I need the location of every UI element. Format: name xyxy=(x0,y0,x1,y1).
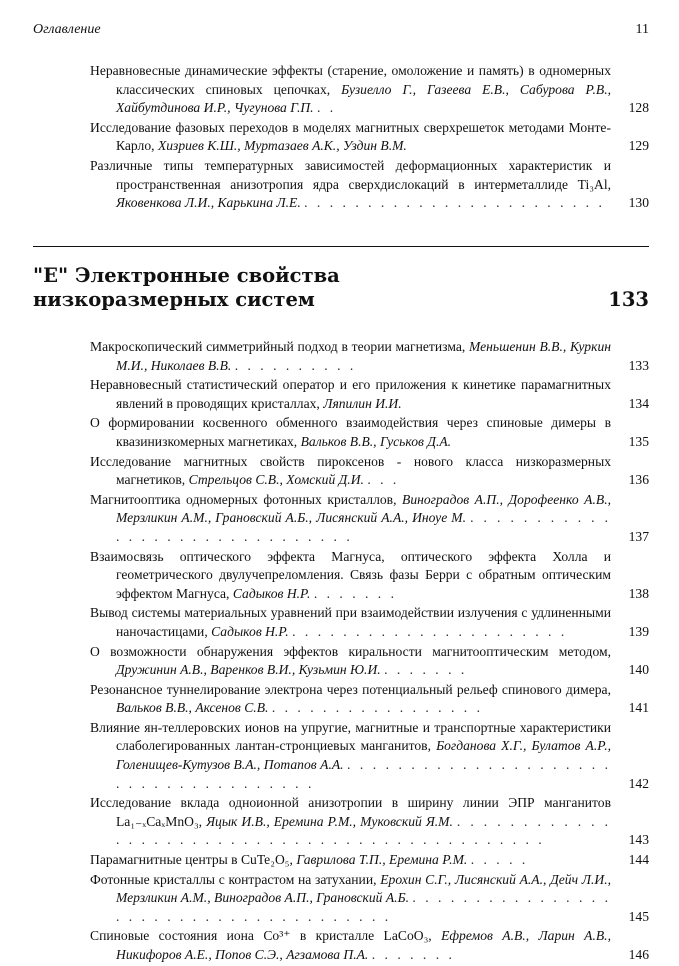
entry-title: Фотонные кристаллы с контрастом на затухании, xyxy=(90,871,377,887)
entry-leader-dots: . . . . . . . xyxy=(313,585,397,601)
entry-authors: Ляпилин И.И. xyxy=(323,395,402,411)
entry-page: 144 xyxy=(628,852,649,868)
entry-page: 129 xyxy=(628,138,649,154)
entry-page: 134 xyxy=(628,395,649,411)
entry-title: Исследование фазовых переходов в моделях магнитных сверхрешеток методами Монте-Карло, xyxy=(90,119,611,154)
page-number: 11 xyxy=(635,22,649,37)
entry-page: 140 xyxy=(628,662,649,678)
toc-entry[interactable] xyxy=(90,414,649,451)
entry-leader-dots: . . . . . . . . . . . . . . . . . . . . . . . . xyxy=(304,195,605,211)
entry-title: Исследование магнитных свойств пироксенов - нового класса низкоразмерных магнетиков, xyxy=(90,453,611,488)
toc-entry[interactable] xyxy=(90,604,649,641)
section-heading-line-2: низкоразмерных систем xyxy=(33,288,315,311)
toc-entry[interactable] xyxy=(90,453,649,490)
entry-title: Спиновые состояния иона Co³⁺ в кристалле LaCoO₃, xyxy=(90,928,432,944)
entry-page: 139 xyxy=(628,623,649,639)
entry-authors: Дружинин А.В., Варенков В.И., Кузьмин Ю.И. xyxy=(116,662,381,678)
section-page-number: 133 xyxy=(608,288,649,311)
entry-authors: Хизриев К.Ш., Муртазаев А.К., Уздин В.М. xyxy=(157,138,407,154)
entry-authors: Гаврилова Т.П., Еремина Р.М. xyxy=(296,852,468,868)
entry-authors: Ерохин С.Г., Лисянский А.А., Дейч Л.И., Мерзликин А.М., Виноградов А.П., Грановский А.Б. xyxy=(116,871,611,906)
entry-title: Различные типы температурных зависимостей деформационных характеристик и пространственная анизотропия ядра сверхдислокаций в интерметаллиде Ti₃Al, xyxy=(90,157,611,192)
toc-entry[interactable] xyxy=(90,643,649,680)
toc-entry[interactable] xyxy=(90,157,649,213)
toc-entry[interactable] xyxy=(90,119,649,156)
entry-title: Магнитооптика одномерных фотонных кристаллов, xyxy=(90,491,397,507)
entry-page: 145 xyxy=(628,908,649,924)
entry-title: Взаимосвязь оптического эффекта Магнуса, оптического эффекта Холла и геометрического двулучепреломления. Связь фазы Берри с обратным оптическим эффектом Магнуса, xyxy=(90,548,611,601)
entry-title: О формировании косвенного обменного взаимодействия через спиновые димеры в квазинизкомерных магнетиках, xyxy=(90,415,611,449)
entry-authors: Ефремов А.В., Ларин А.В., Никифоров А.Е., Попов С.Э., Агзамова П.А. xyxy=(116,928,611,962)
toc-top-block xyxy=(90,62,649,214)
toc-entry[interactable] xyxy=(90,851,649,870)
entry-authors: Яцык И.В., Еремина Р.М., Муковский Я.М. xyxy=(206,813,453,829)
entry-leader-dots: . . . . . . . xyxy=(371,947,455,962)
entry-authors: Садыков Н.Р. xyxy=(232,585,311,601)
entry-page: 135 xyxy=(628,433,649,449)
entry-authors: Вальков В.В., Аксенов С.В. xyxy=(116,700,269,716)
entry-title: Влияние ян-теллеровских ионов на упругие, магнитные и транспортные характеристики слаболегированных лантан-стронциевых манганитов, xyxy=(90,719,611,754)
entry-leader-dots: . . . . . . . . . . . . . . . . . . . . . . . . . . . . . . . . . . . . . . xyxy=(116,890,611,924)
entry-leader-dots: . . . . . xyxy=(470,852,529,868)
toc-entry[interactable] xyxy=(90,681,649,718)
toc-entry[interactable] xyxy=(90,719,649,793)
toc-entry[interactable] xyxy=(90,376,649,413)
entry-page: 143 xyxy=(628,832,649,848)
entry-authors: Вальков В.В., Гуськов Д.А. xyxy=(300,433,452,449)
entry-leader-dots: . . . . . . . . . . . . . . . . . xyxy=(271,700,483,716)
entry-authors: Стрельцов С.В., Хомский Д.И. xyxy=(188,472,364,488)
section-divider xyxy=(33,246,649,247)
entry-leader-dots: . . . . . . . . . . . . . . . . . . . . . . . . . . . . . . . . . . . . . xyxy=(116,757,611,791)
toc-section-entries xyxy=(90,338,649,966)
entry-leader-dots: . . . xyxy=(367,472,400,488)
entry-leader-dots: . . xyxy=(317,100,337,116)
toc-entry[interactable] xyxy=(90,794,649,850)
entry-title: Резонансное туннелирование электрона через потенциальный рельеф спинового димера, xyxy=(90,681,611,697)
entry-leader-dots: . . . . . . . . . . . . . . . . . . . . . . . . . . . . . . . . . . . . . . . . . . . . . . xyxy=(116,813,611,848)
toc-entry[interactable] xyxy=(90,62,649,118)
toc-entry[interactable] xyxy=(90,548,649,604)
entry-authors: Садыков Н.Р. xyxy=(211,623,289,639)
entry-authors: Виноградов А.П., Дорофеенко А.В., Мерзликин А.М., Грановский А.Б., Лисянский А.А., Иноуе М. xyxy=(116,491,611,526)
entry-title: Исследование вклада одноионной анизотропии в ширину линии ЭПР манганитов La₁₋ₓCaₓMnO₃, xyxy=(90,795,611,829)
entry-leader-dots: . . . . . . . . . . xyxy=(234,357,357,373)
entry-page: 128 xyxy=(628,100,649,116)
entry-page: 130 xyxy=(628,195,649,211)
toc-entry[interactable] xyxy=(90,491,649,547)
entry-authors: Бузиелло Г., Газеева Е.В., Сабурова Р.В., Хайбутдинова И.Р., Чугунова Г.П. xyxy=(116,81,611,116)
section-heading-line-1: "E" Электронные свойства xyxy=(33,264,340,287)
toc-entry[interactable] xyxy=(90,338,649,375)
toc-entry[interactable] xyxy=(90,871,649,927)
running-header-title: Оглавление xyxy=(33,22,101,37)
entry-title: Парамагнитные центры в CuTe₂O₅, xyxy=(90,852,293,868)
entry-authors: Богданова Х.Г., Булатов А.Р., Голенищев-Кутузов В.А., Потапов А.А. xyxy=(116,738,611,773)
entry-title: Неравновесный статистический оператор и его приложения к кинетике парамагнитных явлений в проводящих кристаллах, xyxy=(90,377,611,411)
entry-page: 141 xyxy=(628,700,649,716)
entry-page: 138 xyxy=(628,585,649,601)
entry-page: 142 xyxy=(628,775,649,791)
running-header xyxy=(33,22,649,42)
section-heading[interactable] xyxy=(33,264,553,312)
entry-authors: Меньшенин В.В., Куркин М.И., Николаев В.В. xyxy=(116,339,611,373)
entry-title: Макроскопический симметрийный подход в теории магнетизма, xyxy=(90,339,466,354)
toc-entry[interactable] xyxy=(90,927,649,964)
entry-leader-dots: . . . . . . . . . . . . . . . . . . . . . . xyxy=(292,623,568,639)
entry-page: 146 xyxy=(628,947,649,962)
entry-page: 136 xyxy=(628,472,649,488)
entry-authors: Яковенкова Л.И., Карькина Л.Е. xyxy=(116,195,301,211)
entry-title: Неравновесные динамические эффекты (старение, омоложение и память) в одномерных классических спиновых цепочках, xyxy=(90,63,611,97)
entry-leader-dots: . . . . . . . . . . . . . . . . . . . . . . . . . . . . . . xyxy=(116,510,611,544)
entry-page: 137 xyxy=(628,528,649,544)
entry-leader-dots: . . . . . . . xyxy=(384,662,468,678)
entry-title: О возможности обнаружения эффектов киральности магнитооптическим методом, xyxy=(90,643,611,659)
entry-page: 133 xyxy=(628,357,649,373)
entry-title: Вывод системы материальных уравнений при взаимодействии излучения с удлиненными наночастицами, xyxy=(90,605,611,639)
